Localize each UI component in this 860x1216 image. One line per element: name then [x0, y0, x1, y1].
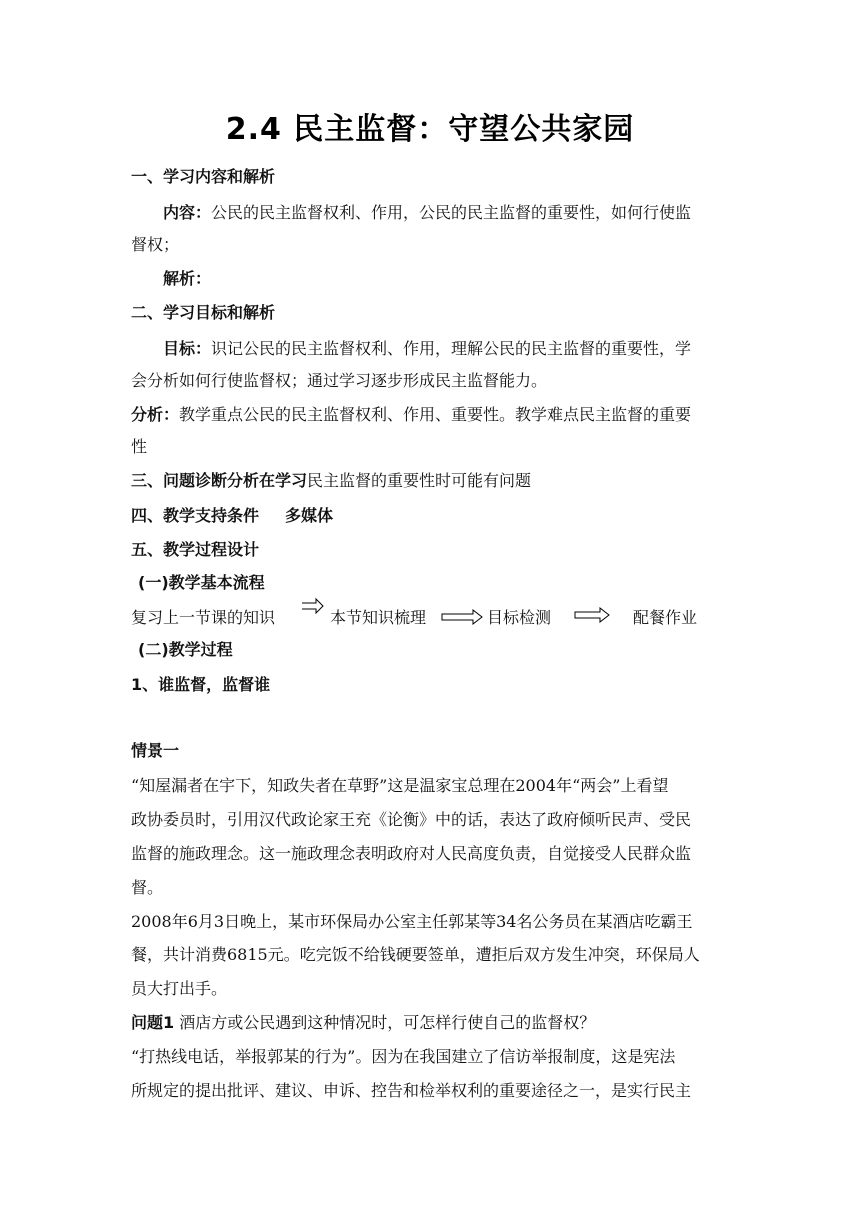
question-text: 酒店方或公民遇到这种情况时，可怎样行使自己的监督权？	[174, 1013, 596, 1032]
analysis-text-line2: 性	[131, 437, 148, 456]
content-text-line1: 公民的民主监督权利、作用，公民的民主监督的重要性，如何行使监	[211, 203, 692, 222]
section-heading-2: 二、学习目标和解析	[131, 303, 276, 322]
content-text-line2: 督权；	[131, 235, 180, 254]
scene-heading: 情景一	[131, 741, 180, 760]
flow-diagram	[131, 603, 731, 629]
section-heading-1: 一、学习内容和解析	[131, 167, 276, 186]
scene-p1-line: 政协委员时，引用汉代政论家王充《论衡》中的话，表达了政府倾听民声、受民	[131, 810, 692, 829]
content-paragraph	[163, 202, 731, 224]
goal-text-line2: 会分析如何行使监督权；通过学习逐步形成民主监督能力。	[131, 371, 548, 390]
section-3-text: 民主监督的重要性时可能有问题	[307, 471, 532, 490]
document-title: 2.4 民主监督：守望公共家园	[225, 112, 635, 147]
flow-step-1: 复习上一节课的知识	[131, 608, 276, 627]
scene-p2-line: 2008年6月3日晚上，某市环保局办公室主任郭某等34名公务员在某酒店吃霸王	[131, 912, 693, 931]
flow-arrow-icon	[301, 597, 325, 615]
scene-p1-line: “知屋漏者在宇下，知政失者在草野”这是温家宝总理在2004年“两会”上看望	[131, 776, 669, 795]
flow-step-2: 本节知识梳理	[330, 608, 427, 627]
goal-text-line1: 识记公民的民主监督权利、作用，理解公民的民主监督的重要性，学	[211, 339, 692, 358]
analysis-text-line1: 教学重点公民的民主监督权利、作用、重要性。教学难点民主监督的重要	[179, 405, 692, 424]
scene-p2-line: 餐，共计消费6815元。吃完饭不给钱硬要签单，遭拒后双方发生冲突，环保局人	[131, 945, 700, 964]
flow-arrow-icon	[574, 607, 610, 623]
answer-line: 所规定的提出批评、建议、申诉、控告和检举权利的重要途径之一，是实行民主	[131, 1081, 692, 1100]
content-label: 内容：	[163, 203, 212, 222]
analysis-label-2: 分析：	[131, 405, 180, 424]
goal-label: 目标：	[163, 339, 212, 358]
flow-step-3: 目标检测	[487, 608, 552, 627]
section-4	[131, 505, 731, 527]
scene-p1-line: 监督的施政理念。这一施政理念表明政府对人民高度负责，自觉接受人民群众监	[131, 844, 692, 863]
scene-p2-line: 员大打出手。	[131, 979, 228, 998]
analysis-paragraph	[131, 404, 731, 426]
flow-step-4: 配餐作业	[633, 608, 698, 627]
section-heading-3: 三、问题诊断分析在学习	[131, 471, 308, 490]
scene-p1-line: 督。	[131, 878, 164, 897]
analysis-label-1: 解析：	[163, 269, 212, 288]
section-heading-5: 五、教学过程设计	[131, 540, 260, 559]
support-condition: 多媒体	[285, 506, 334, 525]
section-3	[131, 470, 731, 492]
section-heading-4: 四、教学支持条件	[131, 506, 260, 525]
goal-paragraph	[163, 338, 731, 360]
answer-line: “打热线电话，举报郭某的行为”。因为在我国建立了信访举报制度，这是宪法	[131, 1047, 676, 1066]
subsection-basic-flow: (一)教学基本流程	[138, 573, 265, 592]
process-item-1: 1、谁监督，监督谁	[131, 675, 271, 694]
question-label: 问题1	[131, 1013, 175, 1032]
flow-arrow-icon	[441, 609, 483, 625]
question-1	[131, 1012, 731, 1034]
subsection-process: (二)教学过程	[138, 640, 233, 659]
